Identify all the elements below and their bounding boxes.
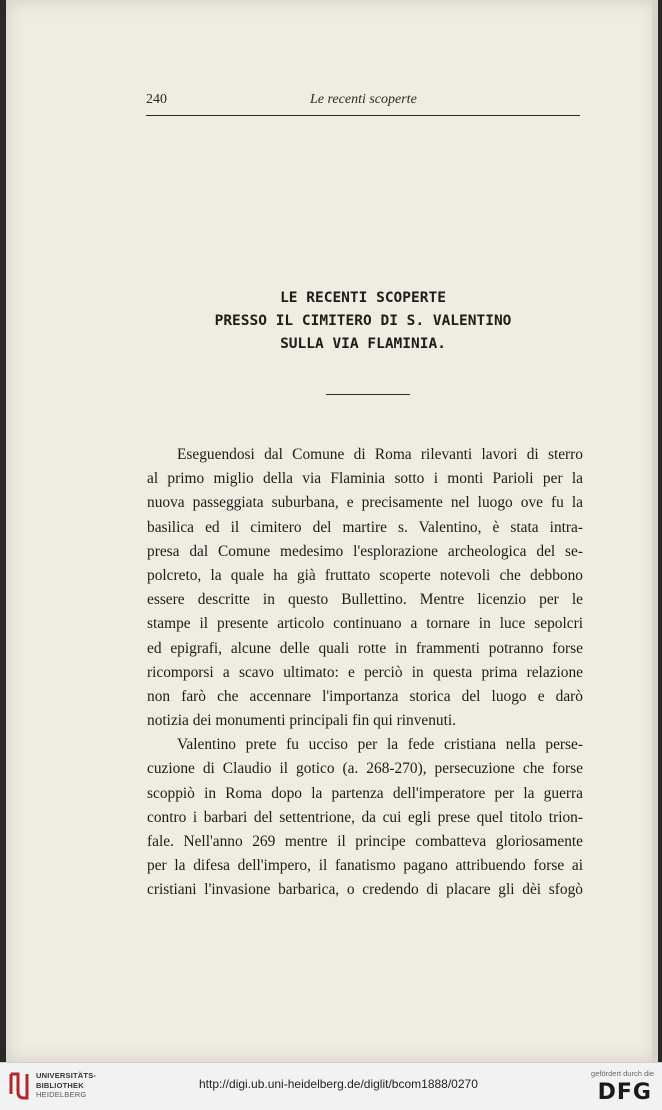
body-line: stampe il presente articolo continuano a tornare in luce sepolcri bbox=[147, 615, 583, 633]
body-line: nuova passeggiata suburbana, e precisamente nel luogo ove fu la bbox=[147, 494, 583, 512]
library-name-line: HEIDELBERG bbox=[36, 1090, 87, 1099]
body-line: presa dal Comune medesimo l'esplorazione archeologica del se- bbox=[147, 542, 583, 560]
header-rule bbox=[146, 115, 580, 116]
body-line: cuzione di Claudio il gotico (a. 268-270), persecuzione che forse bbox=[147, 760, 583, 778]
library-name-line: UNIVERSITÄTS- bbox=[36, 1071, 97, 1080]
body-line: notizia dei monumenti principali fin qui rinvenuti. bbox=[147, 712, 457, 730]
title-line: PRESSO IL CIMITERO DI S. VALENTINO bbox=[214, 313, 512, 329]
body-line: contro i barbari del settentrione, da cui egli prese quel titolo trion- bbox=[147, 808, 583, 826]
body-line: per la difesa dell'impero, il fanatismo pagano attribuendo forse ai bbox=[147, 857, 583, 875]
body-line: cristiani l'invasione barbarica, o credendo di placare gli dèi sfogò bbox=[147, 881, 583, 899]
body-line: fale. Nell'anno 269 mentre il principe combatteva gloriosamente bbox=[147, 833, 583, 850]
body-line: ricomporsi a scavo ultimato: e perciò in questa prima relazione bbox=[147, 663, 583, 681]
article-body bbox=[147, 443, 583, 903]
article-title bbox=[146, 287, 580, 356]
body-line: al primo miglio della via Flaminia sotto i monti Parioli per la bbox=[147, 470, 583, 488]
body-line: essere descritte in questo Bullettino. Mentre licenzio per le bbox=[147, 591, 583, 609]
dfg-logo: DFG bbox=[597, 1080, 652, 1105]
page-header bbox=[140, 88, 582, 112]
university-library-logo-icon bbox=[8, 1072, 30, 1100]
page-number: 240 bbox=[146, 92, 167, 107]
viewer-footer bbox=[0, 1062, 662, 1110]
body-line: non farò che accennare l'importanza storica del luogo e darò bbox=[147, 687, 583, 705]
library-name bbox=[36, 1071, 96, 1100]
running-title: Le recenti scoperte bbox=[310, 92, 417, 107]
title-line: SULLA VIA FLAMINIA. bbox=[280, 336, 446, 352]
library-name-line: BIBLIOTHEK bbox=[36, 1080, 84, 1090]
body-line: Eseguendosi dal Comune di Roma rilevanti lavori di sterro bbox=[177, 446, 583, 463]
body-line: Valentino prete fu ucciso per la fede cristiana nella perse- bbox=[177, 736, 583, 754]
body-line: ed epigrafi, alcune delle quali rotte in frammenti potranno forse bbox=[147, 639, 583, 657]
body-line: basilica ed il cimitero del martire s. Valentino, è stata intra- bbox=[147, 518, 583, 536]
body-line: polcreto, la quale ha già fruttato scoperte notevoli che debbono bbox=[147, 566, 583, 584]
body-line: scoppiò in Roma dopo la partenza dell'imperatore per la guerra bbox=[147, 784, 583, 802]
title-line: LE RECENTI SCOPERTE bbox=[280, 290, 446, 306]
page-edge bbox=[652, 0, 658, 1062]
sponsor-text: gefördert durch die bbox=[591, 1069, 654, 1078]
title-rule bbox=[326, 394, 410, 395]
permalink-url[interactable]: http://digi.ub.uni-heidelberg.de/diglit/bcom1888/0270 bbox=[199, 1077, 478, 1091]
